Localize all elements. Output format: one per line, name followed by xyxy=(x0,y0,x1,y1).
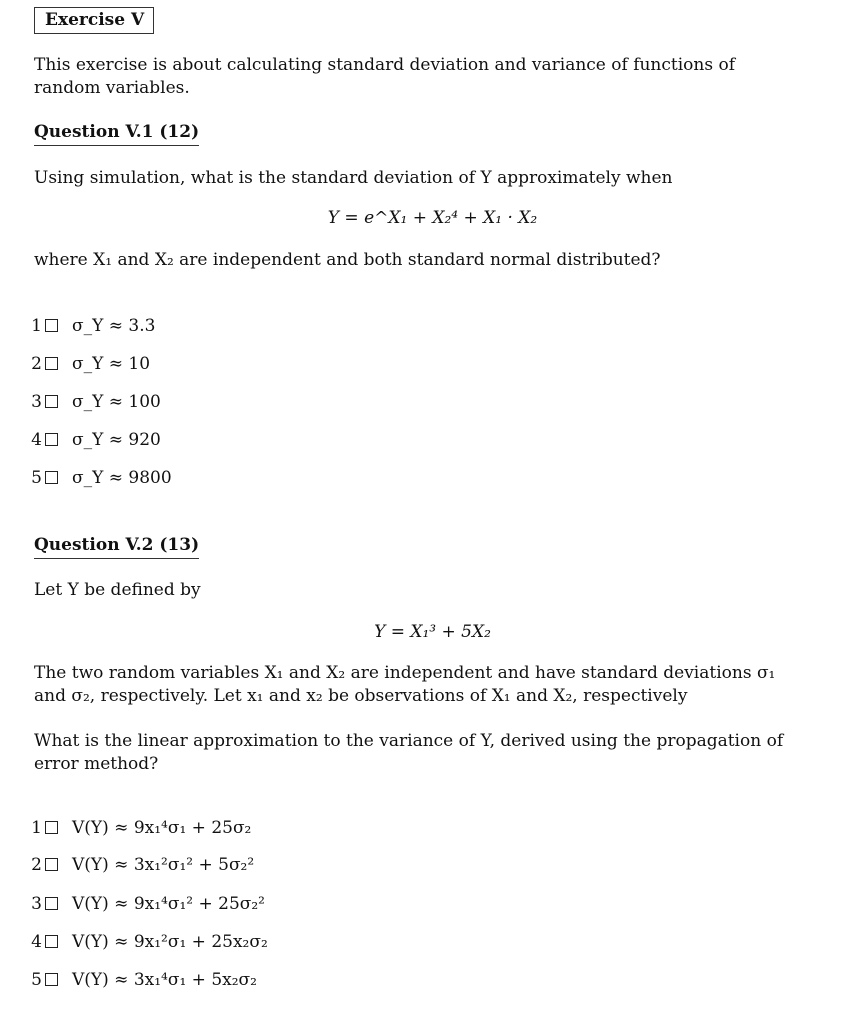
q1-option-2[interactable] xyxy=(30,352,150,376)
option-number: 2 xyxy=(31,855,42,875)
option-text: V(Y) ≈ 3x₁⁴σ₁ + 5x₂σ₂ xyxy=(72,970,257,990)
option-checkbox[interactable] xyxy=(45,433,58,446)
exercise-title: Exercise V xyxy=(34,7,154,34)
question-2-description: The two random variables X₁ and X₂ are independent and have standard deviations σ₁ and σ₂, respectively. Let x₁ and x₂ be observations of X₁ and X₂, respectively xyxy=(34,663,776,706)
option-text: σ_Y ≈ 10 xyxy=(72,354,151,374)
option-text: σ_Y ≈ 100 xyxy=(72,392,161,412)
option-text: σ_Y ≈ 3.3 xyxy=(72,316,156,336)
option-number: 3 xyxy=(31,894,42,914)
q2-option-1[interactable] xyxy=(30,816,251,840)
option-text: V(Y) ≈ 9x₁²σ₁ + 25x₂σ₂ xyxy=(72,932,268,952)
option-number: 4 xyxy=(31,932,42,952)
option-text: σ_Y ≈ 9800 xyxy=(72,468,172,488)
q2-option-5[interactable] xyxy=(30,968,257,992)
exercise-intro: This exercise is about calculating standard deviation and variance of functions of random variables. xyxy=(34,55,736,98)
option-number: 4 xyxy=(31,430,42,450)
option-number: 3 xyxy=(31,392,42,412)
option-text: σ_Y ≈ 920 xyxy=(72,430,161,450)
option-checkbox[interactable] xyxy=(45,858,58,871)
option-text: V(Y) ≈ 3x₁²σ₁² + 5σ₂² xyxy=(72,855,255,875)
q1-option-5[interactable] xyxy=(30,466,172,490)
option-number: 1 xyxy=(31,818,42,838)
option-checkbox[interactable] xyxy=(45,973,58,986)
option-checkbox[interactable] xyxy=(45,471,58,484)
option-text: V(Y) ≈ 9x₁⁴σ₁² + 25σ₂² xyxy=(72,894,266,914)
q1-option-1[interactable] xyxy=(30,314,155,338)
option-checkbox[interactable] xyxy=(45,897,58,910)
option-number: 1 xyxy=(31,316,42,336)
question-1-prompt: Using simulation, what is the standard deviation of Y approximately when xyxy=(34,168,673,188)
question-1-condition: where X₁ and X₂ are independent and both standard normal distributed? xyxy=(34,250,661,270)
option-number: 2 xyxy=(31,354,42,374)
option-text: V(Y) ≈ 9x₁⁴σ₁ + 25σ₂ xyxy=(72,818,252,838)
question-2-question: What is the linear approximation to the variance of Y, derived using the propagation of error method? xyxy=(34,731,784,774)
question-2-prompt: Let Y be defined by xyxy=(34,580,201,600)
option-number: 5 xyxy=(31,468,42,488)
option-checkbox[interactable] xyxy=(45,357,58,370)
q2-option-3[interactable] xyxy=(30,892,265,916)
question-2-equation: Y = X₁³ + 5X₂ xyxy=(374,622,491,642)
question-1-title: Question V.1 (12) xyxy=(34,121,199,146)
q2-option-4[interactable] xyxy=(30,930,268,954)
option-checkbox[interactable] xyxy=(45,821,58,834)
question-2-title: Question V.2 (13) xyxy=(34,534,199,559)
option-checkbox[interactable] xyxy=(45,935,58,948)
question-1-equation: Y = e^X₁ + X₂⁴ + X₁ · X₂ xyxy=(327,208,538,228)
q1-option-3[interactable] xyxy=(30,390,161,414)
option-checkbox[interactable] xyxy=(45,395,58,408)
option-number: 5 xyxy=(31,970,42,990)
q1-option-4[interactable] xyxy=(30,428,161,452)
q2-option-2[interactable] xyxy=(30,853,254,877)
option-checkbox[interactable] xyxy=(45,319,58,332)
